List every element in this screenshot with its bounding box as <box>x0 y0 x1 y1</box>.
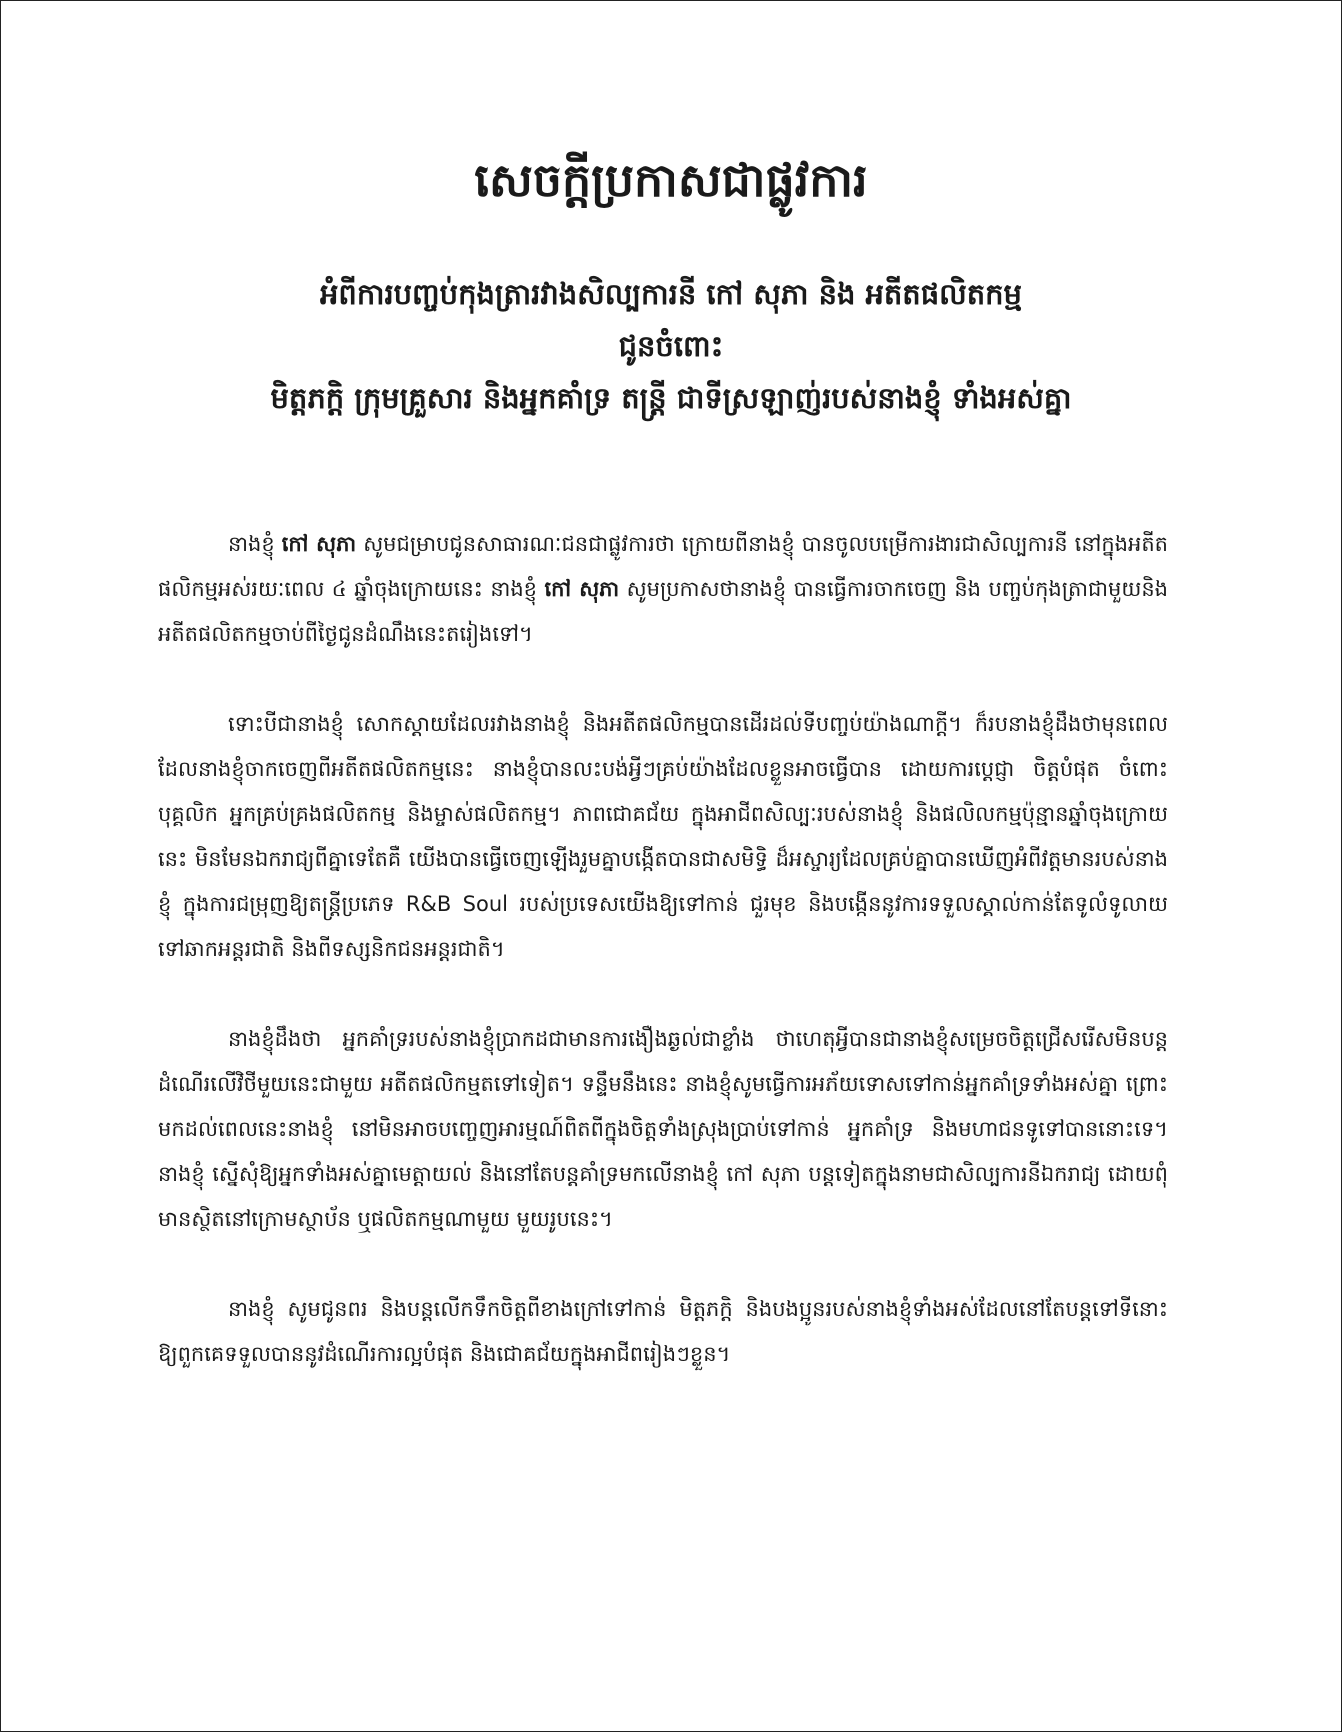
paragraph-gratitude: ទោះបីជានាងខ្ញុំ សោកស្តាយដែលរវាងនាងខ្ញុំ និងអតីតផលិកម្មបានដើរដល់ទីបញ្ចប់យ៉ាងណាក្តី។ ក៏របនាងខ្ញុំដឹងថាមុនពេលដែលនាងខ្ញុំចាកចេញពីអតីតផលិតកម្មនេះ នាងខ្ញុំបានលះបង់អ្វីៗគ្រប់យ៉ាងដែលខ្លួនអាចធ្វើបាន ដោយការប្តេជ្ញា ចិត្តបំផុត ចំពោះបុគ្គលិក អ្នកគ្រប់គ្រងផលិតកម្ម និងម្ចាស់ផលិតកម្ម។ ភាពជោគជ័យ ក្នុងអាជីពសិល្បៈរបស់នាងខ្ញុំ និងផលិលកម្មប៉ុន្មានឆ្នាំចុងក្រោយនេះ មិនមែនឯករាជ្យពីគ្នាទេតែគឺ យើងបានធ្វើចេញឡើងរួមគ្នាបង្កើតបានជាសមិទ្ធិ ដ៏អស្ចារ្យដែលគ្រប់គ្នាបានឃើញអំពីវត្តមានរបស់នាងខ្ញុំ ក្នុងការជម្រុញឱ្យតន្រ្តីប្រភេទ R&B Soul របស់ប្រទេសយើងឱ្យទៅកាន់ ជួរមុខ និងបង្កើននូវការទទួលស្គាល់កាន់តែទូលំទូលាយទៅឆាកអន្តរជាតិ និងពីទស្សនិកជនអន្តរជាតិ។ <box>158 712 1168 961</box>
subtitle-line-topic: អំពីការបញ្ចប់កុងត្រារវាងសិល្បការនី កៅ សុភា និង អតីតផលិតកម្ម <box>320 277 1022 311</box>
artist-name: កៅ សុភា <box>544 577 620 601</box>
paragraph-text: សូមប្រកាសថានាងខ្ញុំ បានធ្វើការចាកចេញ និង បញ្ចប់កុងត្រាជាមួយនិង អតីតផលិតកម្មចាប់ពីថ្ងៃជូនដំណឹងនេះតរៀងទៅ។ <box>158 577 1168 646</box>
paragraph-wishes: នាងខ្ញុំ សូមជូនពរ និងបន្តលើកទឹកចិត្តពីខាងក្រៅទៅកាន់ មិត្តភក្តិ និងបងប្អូនរបស់នាងខ្ញុំទាំងអស់ដែលនៅតែបន្តទៅទីនោះ ឱ្យពួកគេទទួលបាននូវដំណើរការល្អបំផុត និងជោគជ័យក្នុងអាជីពរៀងៗខ្លួន។ <box>158 1297 1168 1366</box>
paragraph-text: នាងខ្ញុំ <box>228 532 282 556</box>
document-title: សេចក្តីប្រកាសជាផ្លូវការ <box>474 153 868 207</box>
paragraph-apology: នាងខ្ញុំដឹងថា អ្នកគាំទ្ររបស់នាងខ្ញុំប្រាកដជាមានការងឿងឆ្ងល់ជាខ្លាំង ថាហេតុអ្វីបានជានាងខ្ញុំសម្រេចចិត្តជ្រើសរើសមិនបន្តដំណើរលើវិថីមួយនេះជាមួយ អតីតផលិកម្មតទៅទៀត។ ទន្ទឹមនឹងនេះ នាងខ្ញុំសូមធ្វើការអភ័យទោសទៅកាន់អ្នកគាំទ្រទាំងអស់គ្នា ព្រោះមកដល់ពេលនេះនាងខ្ញុំ នៅមិនអាចបញ្ចេញអារម្មណ៍ពិតពីក្នុងចិត្តទាំងស្រុងប្រាប់ទៅកាន់ អ្នកគាំទ្រ និងមហាជនទូទៅបាននោះទេ។ នាងខ្ញុំ ស្នើសុំឱ្យអ្នកទាំងអស់គ្នាមេត្តាយល់ និងនៅតែបន្តគាំទ្រមកលើនាងខ្ញុំ កៅ សុភា បន្តទៀតក្នុងនាមជាសិល្បការនីឯករាជ្យ ដោយពុំមានស្ថិតនៅក្រោមស្ថាប័ន ឬផលិតកម្មណាមួយ មួយរូបនេះ។ <box>158 1027 1168 1231</box>
document-body <box>158 522 1168 1422</box>
subtitle-line-addressed-to: ជូនចំពោះ <box>618 329 724 363</box>
document-subtitle <box>150 268 1192 424</box>
subtitle-line-recipients: មិត្តភក្តិ ក្រុមគ្រួសារ និងអ្នកគាំទ្រ តន្ត្រី ជាទីស្រឡាញ់របស់នាងខ្ញុំ ទាំងអស់គ្នា <box>270 381 1072 415</box>
artist-name: កៅ សុភា <box>281 532 357 556</box>
paragraph-announcement <box>158 522 1168 657</box>
paragraph-text: សូមជម្រាបជូនសាធារណៈជនជាផ្លូវការថា ក្រោយពីនាងខ្ញុំ បានចូលបម្រើការងារជាសិល្បការនី នៅក្នុងអតីតផលិកម្មអស់រយៈពេល ៤ ឆ្នាំចុងក្រោយនេះ នាងខ្ញុំ <box>158 532 1168 601</box>
